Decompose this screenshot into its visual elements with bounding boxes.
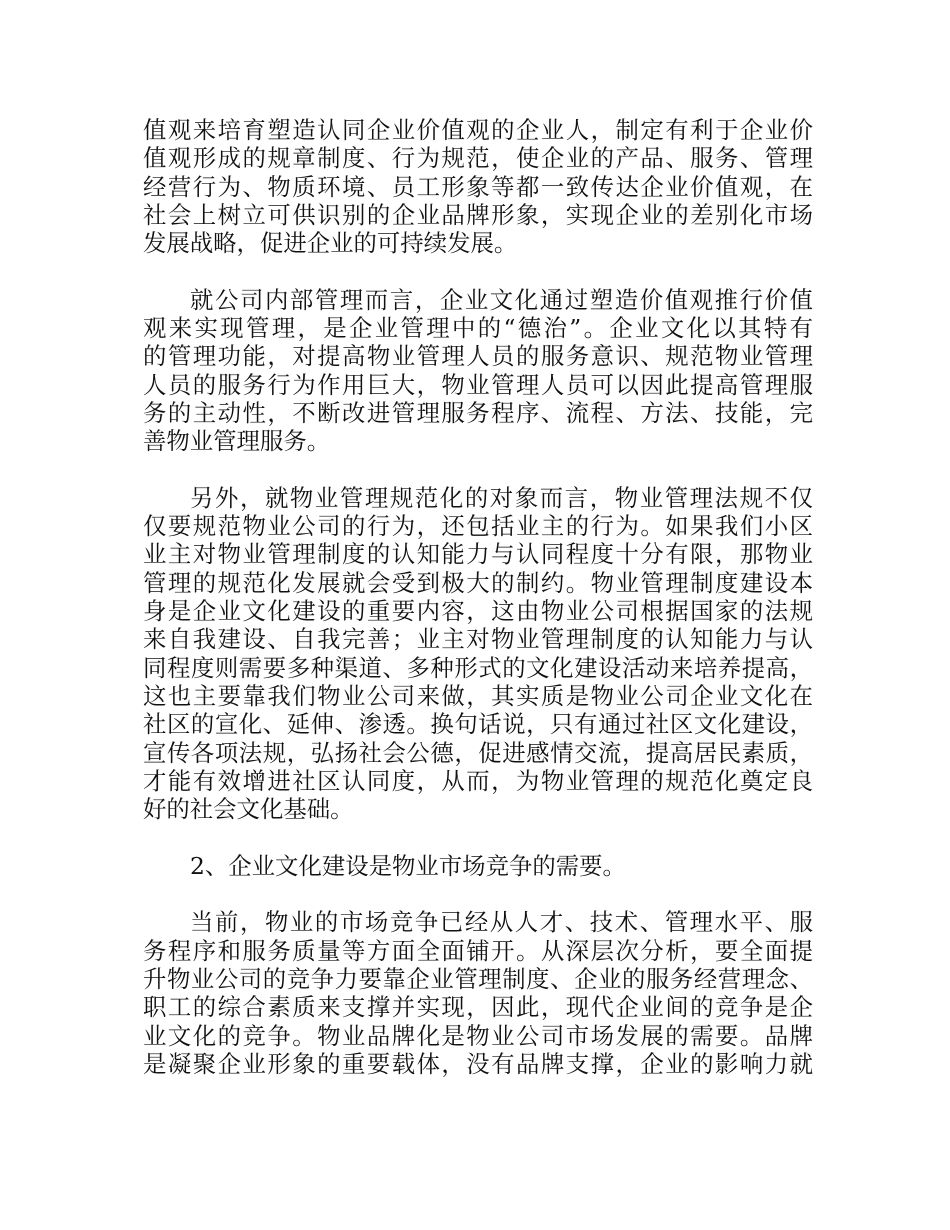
paragraph-line: 当前，物业的市场竞争已经从人才、技术、管理水平、服 (190, 908, 813, 937)
body-text (143, 116, 813, 1106)
paragraph-line: 才能有效增进社区认同度，从而，为物业管理的规范化奠定良 (143, 766, 813, 795)
paragraph-line: 社会上树立可供识别的企业品牌形象，实现企业的差别化市场 (143, 200, 813, 229)
paragraph-line: 善物业管理服务。 (143, 427, 331, 456)
paragraph-line: 另外，就物业管理规范化的对象而言，物业管理法规不仅 (190, 483, 813, 512)
paragraph-line: 观来实现管理，是企业管理中的“德治”。企业文化以其特有 (143, 314, 813, 343)
paragraph-line: 仅要规范物业公司的行为，还包括业主的行为。如果我们小区 (143, 512, 813, 541)
paragraph-line: 社区的宣化、延伸、渗透。换句话说，只有通过社区文化建设， (143, 710, 813, 739)
paragraph-line: 的管理功能，对提高物业管理人员的服务意识、规范物业管理 (143, 342, 813, 371)
paragraph-line: 同程度则需要多种渠道、多种形式的文化建设活动来培养提高， (143, 653, 813, 682)
paragraph-line: 业文化的竞争。物业品牌化是物业公司市场发展的需要。品牌 (143, 1021, 813, 1050)
paragraph-line: 升物业公司的竞争力要靠企业管理制度、企业的服务经营理念、 (143, 964, 813, 993)
paragraph-line: 身是企业文化建设的重要内容，这由物业公司根据国家的法规 (143, 597, 813, 626)
paragraph-line: 务的主动性，不断改进管理服务程序、流程、方法、技能，完 (143, 398, 813, 427)
paragraph-5 (143, 908, 813, 1078)
paragraph-line: 这也主要靠我们物业公司来做，其实质是物业公司企业文化在 (143, 681, 813, 710)
paragraph-line: 职工的综合素质来支撑并实现，因此，现代企业间的竞争是企 (143, 993, 813, 1022)
paragraph-line: 务程序和服务质量等方面全面铺开。从深层次分析，要全面提 (143, 936, 813, 965)
paragraph-2 (143, 286, 813, 456)
paragraph-line: 人员的服务行为作用巨大，物业管理人员可以因此提高管理服 (143, 370, 813, 399)
paragraph-3 (143, 484, 813, 824)
paragraph-line: 管理的规范化发展就会受到极大的制约。物业管理制度建设本 (143, 568, 813, 597)
paragraph-line: 是凝聚企业形象的重要载体，没有品牌支撑，企业的影响力就 (143, 1049, 813, 1078)
paragraph-line: 就公司内部管理而言，企业文化通过塑造价值观推行价值 (190, 285, 813, 314)
section-heading (143, 852, 813, 880)
paragraph-line: 好的社会文化基础。 (143, 795, 354, 824)
paragraph-line: 值观形成的规章制度、行为规范，使企业的产品、服务、管理 (143, 144, 813, 173)
paragraph-line: 发展战略，促进企业的可持续发展。 (143, 229, 518, 258)
paragraph-line: 业主对物业管理制度的认知能力与认同程度十分有限，那物业 (143, 540, 813, 569)
paragraph-1 (143, 116, 813, 257)
paragraph-line: 值观来培育塑造认同企业价值观的企业人，制定有利于企业价 (143, 116, 813, 144)
paragraph-line: 宣传各项法规，弘扬社会公德，促进感情交流，提高居民素质， (143, 738, 813, 767)
paragraph-line: 经营行为、物质环境、员工形象等都一致传达企业价值观，在 (143, 172, 813, 201)
section-heading-text: 2、企业文化建设是物业市场竞争的需要。 (190, 851, 626, 880)
paragraph-line: 来自我建设、自我完善；业主对物业管理制度的认知能力与认 (143, 625, 813, 654)
